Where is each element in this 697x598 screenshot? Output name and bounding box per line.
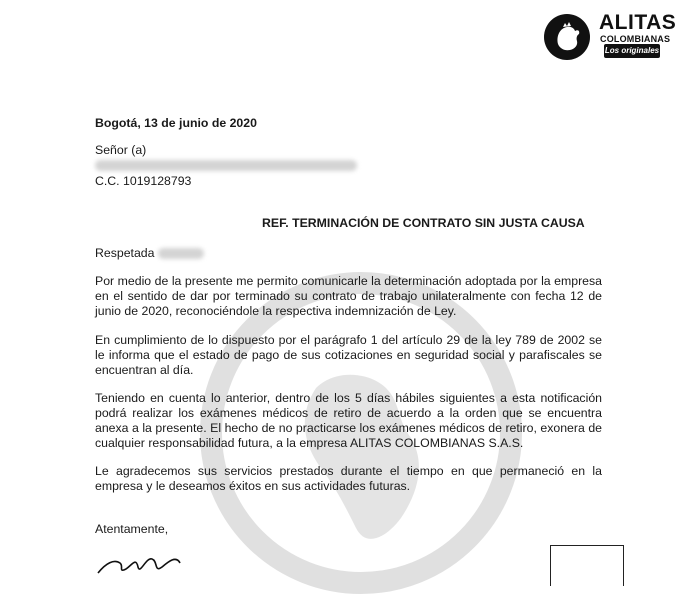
- logo-brand: ALITAS: [599, 11, 677, 34]
- paragraph-1: Por medio de la presente me permito comunicarle la determinación adoptada por la empresa en el sentido de dar por terminado su contrato de trabajo unilateralmente con fecha 12 de junio de 2020, reconociéndole la respectiva indemnización de Ley.: [95, 274, 602, 318]
- reference-line: REF. TERMINACIÓN DE CONTRATO SIN JUSTA CAUSA: [262, 216, 585, 230]
- rooster-logo-icon: [544, 14, 590, 60]
- salutation-to: Señor (a): [95, 143, 147, 157]
- paragraph-2: En cumplimiento de lo dispuesto por el parágrafo 1 del artículo 29 de la ley 789 de 2002 se le informa que el estado de pago de sus cotizaciones en seguridad social y parafiscales se encuentran al día.: [95, 333, 602, 377]
- recipient-id: C.C. 1019128793: [95, 174, 192, 188]
- logo-sub: COLOMBIANAS: [600, 34, 671, 44]
- greeting-text: Respetada: [95, 246, 155, 260]
- stamp-box: [550, 545, 624, 586]
- greeting-name-redacted: [158, 248, 204, 259]
- recipient-name-redacted: [95, 158, 357, 173]
- paragraph-4: Le agradecemos sus servicios prestados durante el tiempo en que permaneció en la empresa y le deseamos éxitos en sus actividades futuras.: [95, 464, 602, 493]
- paragraph-3: Teniendo en cuenta lo anterior, dentro de los 5 días hábiles siguientes a esta notificación podrá realizar los exámenes médicos de retiro de acuerdo a la orden que se encuentra anexa a la presente. El hecho de no practicarse los exámenes médicos de retiro, exonera de cualquier responsabilidad futura, a la empresa ALITAS COLOMBIANAS S.A.S.: [95, 391, 602, 450]
- greeting: [95, 246, 204, 261]
- closing: Atentamente,: [95, 522, 169, 536]
- signature: [96, 545, 216, 575]
- place-date: Bogotá, 13 de junio de 2020: [95, 116, 257, 130]
- logo-tagline: Los originales: [604, 44, 660, 58]
- company-logo: [544, 10, 677, 66]
